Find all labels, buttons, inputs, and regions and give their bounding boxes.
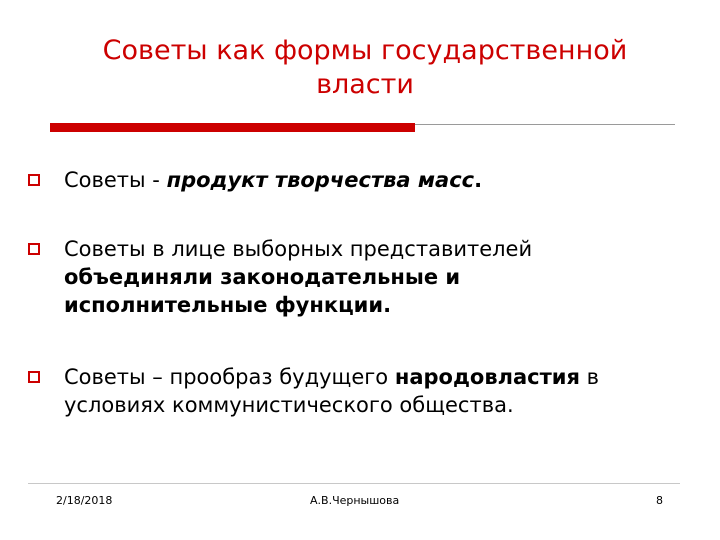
square-bullet-icon: [28, 371, 40, 383]
square-bullet-icon: [28, 243, 40, 255]
bullet-3-emphasis: народовластия: [394, 365, 580, 389]
bullet-1-emphasis: продукт творчества масс: [166, 168, 475, 192]
bullet-item-3: [64, 363, 704, 419]
bullet-item-2: [64, 235, 704, 319]
bullet-2-line-2: объединяли законодательные и: [64, 265, 461, 289]
bullet-3-text: Советы – прообраз будущего: [64, 365, 395, 389]
bullet-3-line-2: условиях коммунистического общества.: [64, 393, 514, 417]
bullet-3-line-1: [64, 363, 704, 391]
footer-author: А.В.Чернышова: [310, 494, 400, 507]
bullet-item-1: [64, 166, 704, 194]
footer-date: 2/18/2018: [56, 494, 113, 507]
bullet-3-suffix: в: [580, 365, 600, 389]
footer-divider: [28, 483, 680, 484]
bullet-2-line-3: исполнительные функции.: [64, 293, 392, 317]
bullet-1-text: Советы -: [64, 168, 167, 192]
square-bullet-icon: [28, 174, 40, 186]
slide-title-line-2: власти: [316, 69, 414, 100]
bullet-1-period: .: [474, 168, 483, 192]
title-underline-accent: [50, 123, 415, 132]
title-underline-rule: [415, 124, 675, 125]
footer-page-number: 8: [656, 494, 663, 507]
slide-title: [40, 34, 690, 102]
bullet-1-line-1: [64, 166, 704, 194]
bullet-2-line-1: Советы в лице выборных представителей: [64, 237, 533, 261]
slide-title-line-1: Советы как формы государственной: [102, 35, 628, 66]
